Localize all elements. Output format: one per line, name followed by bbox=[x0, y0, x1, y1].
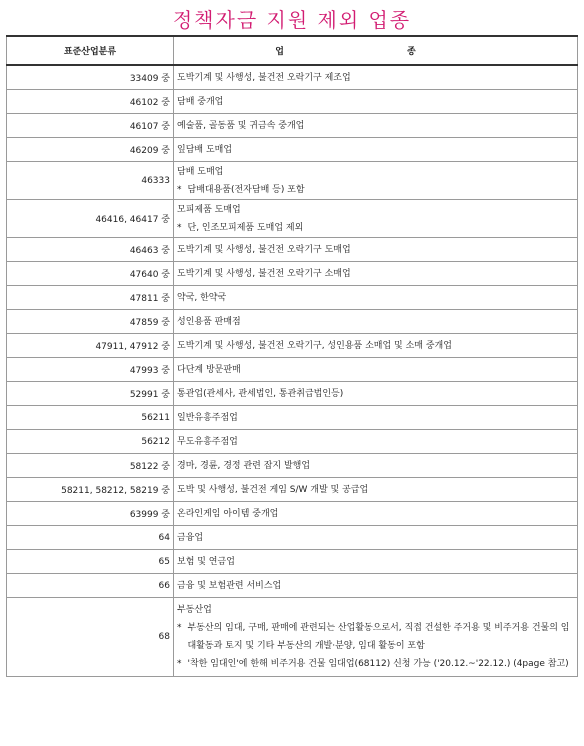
industry-desc bbox=[174, 502, 578, 526]
industry-code: 47911, 47912 중 bbox=[7, 334, 174, 358]
table-row bbox=[7, 358, 578, 382]
industry-code: 58122 중 bbox=[7, 454, 174, 478]
table-header-row bbox=[7, 36, 578, 65]
industry-code: 47993 중 bbox=[7, 358, 174, 382]
header-desc: 업 종 bbox=[174, 36, 578, 65]
industry-desc bbox=[174, 598, 578, 677]
industry-code: 64 bbox=[7, 526, 174, 550]
industry-desc bbox=[174, 65, 578, 90]
desc-line: 도박기계 및 사행성, 불건전 오락기구 소매업 bbox=[177, 268, 351, 279]
desc-line: 약국, 한약국 bbox=[177, 292, 227, 303]
table-row bbox=[7, 550, 578, 574]
excluded-industries-table bbox=[6, 35, 578, 677]
industry-code: 65 bbox=[7, 550, 174, 574]
industry-desc bbox=[174, 550, 578, 574]
desc-note bbox=[177, 219, 573, 237]
desc-line: 다단계 방문판매 bbox=[177, 364, 241, 375]
industry-desc bbox=[174, 574, 578, 598]
industry-desc bbox=[174, 200, 578, 238]
industry-code: 58211, 58212, 58219 중 bbox=[7, 478, 174, 502]
desc-line: 모피제품 도매업 bbox=[177, 204, 241, 215]
desc-line: 경마, 경륜, 경정 관련 잡지 발행업 bbox=[177, 460, 311, 471]
industry-desc bbox=[174, 90, 578, 114]
desc-line: 담배 중개업 bbox=[177, 96, 224, 107]
table-row bbox=[7, 90, 578, 114]
desc-note bbox=[177, 619, 573, 655]
desc-line: 온라인게임 아이템 중개업 bbox=[177, 508, 279, 519]
industry-desc bbox=[174, 114, 578, 138]
industry-desc bbox=[174, 478, 578, 502]
industry-code: 52991 중 bbox=[7, 382, 174, 406]
desc-line: 도박기계 및 사행성, 불건전 오락기구 제조업 bbox=[177, 72, 351, 83]
header-code: 표준산업분류 bbox=[7, 36, 174, 65]
desc-line: 금융 및 보험관련 서비스업 bbox=[177, 580, 282, 591]
desc-line: 금융업 bbox=[177, 532, 204, 543]
industry-code: 56212 bbox=[7, 430, 174, 454]
industry-code: 33409 중 bbox=[7, 65, 174, 90]
table-row bbox=[7, 382, 578, 406]
industry-code: 46107 중 bbox=[7, 114, 174, 138]
table-row bbox=[7, 238, 578, 262]
industry-code: 56211 bbox=[7, 406, 174, 430]
table-row bbox=[7, 138, 578, 162]
table-row bbox=[7, 162, 578, 200]
industry-code: 68 bbox=[7, 598, 174, 677]
note-text: 단, 인조모피제품 도매업 제외 bbox=[187, 222, 304, 233]
desc-line: 도박기계 및 사행성, 불건전 오락기구 도매업 bbox=[177, 244, 351, 255]
desc-line: 도박기계 및 사행성, 불건전 오락기구, 성인용품 소매업 및 소매 중개업 bbox=[177, 340, 452, 351]
table-row bbox=[7, 526, 578, 550]
industry-desc bbox=[174, 162, 578, 200]
table-row bbox=[7, 574, 578, 598]
desc-line: 도박 및 사행성, 불건전 게임 S/W 개발 및 공급업 bbox=[177, 484, 369, 495]
page-title: 정책자금 지원 제외 업종 bbox=[172, 8, 412, 32]
desc-line: 담배 도매업 bbox=[177, 166, 224, 177]
desc-line: 보험 및 연금업 bbox=[177, 556, 235, 567]
industry-code: 47640 중 bbox=[7, 262, 174, 286]
table-row bbox=[7, 65, 578, 90]
table-row bbox=[7, 334, 578, 358]
industry-code: 46463 중 bbox=[7, 238, 174, 262]
industry-code: 47811 중 bbox=[7, 286, 174, 310]
industry-desc bbox=[174, 238, 578, 262]
industry-code: 47859 중 bbox=[7, 310, 174, 334]
desc-line: 무도유흥주점업 bbox=[177, 436, 238, 447]
desc-line: 잎담배 도매업 bbox=[177, 144, 233, 155]
desc-line: 통관업(관세사, 관세법인, 통관취급법인등) bbox=[177, 388, 344, 399]
industry-code: 46102 중 bbox=[7, 90, 174, 114]
note-text: 담배대용품(전자담배 등) 포함 bbox=[187, 184, 305, 195]
industry-code: 46416, 46417 중 bbox=[7, 200, 174, 238]
industry-desc bbox=[174, 526, 578, 550]
industry-code: 46333 bbox=[7, 162, 174, 200]
industry-desc bbox=[174, 310, 578, 334]
table-row bbox=[7, 200, 578, 238]
bullet-mark: * bbox=[177, 184, 182, 195]
table-row bbox=[7, 310, 578, 334]
table-row bbox=[7, 430, 578, 454]
industry-desc bbox=[174, 358, 578, 382]
industry-desc bbox=[174, 262, 578, 286]
table-row bbox=[7, 478, 578, 502]
desc-line: 성인용품 판매점 bbox=[177, 316, 241, 327]
table-row bbox=[7, 286, 578, 310]
bullet-mark: * bbox=[177, 659, 182, 669]
table-row bbox=[7, 502, 578, 526]
table-row bbox=[7, 598, 578, 677]
industry-desc bbox=[174, 430, 578, 454]
industry-code: 46209 중 bbox=[7, 138, 174, 162]
table-row bbox=[7, 262, 578, 286]
bullet-mark: * bbox=[177, 222, 182, 233]
note-text: 부동산의 임대, 구매, 판매에 관련되는 산업활동으로서, 직접 건설한 주거용 및 비주거용 건물의 임대활동과 토지 및 기타 부동산의 개발·분양, 임대 활동이 포함 bbox=[187, 623, 570, 651]
industry-code: 63999 중 bbox=[7, 502, 174, 526]
table-row bbox=[7, 406, 578, 430]
bullet-mark: * bbox=[177, 623, 182, 633]
desc-line: 일반유흥주점업 bbox=[177, 412, 238, 423]
industry-desc bbox=[174, 454, 578, 478]
industry-desc bbox=[174, 334, 578, 358]
industry-desc bbox=[174, 406, 578, 430]
desc-line: 부동산업 bbox=[177, 605, 212, 615]
industry-desc bbox=[174, 286, 578, 310]
industry-desc bbox=[174, 382, 578, 406]
industry-desc bbox=[174, 138, 578, 162]
industry-code: 66 bbox=[7, 574, 174, 598]
desc-note bbox=[177, 181, 573, 199]
note-text: '착한 임대인'에 한해 비주거용 건물 임대업(68112) 신청 가능 ('20.12.~'22.12.) (4page 참고) bbox=[187, 659, 569, 669]
desc-line: 예술품, 골동품 및 귀금속 중개업 bbox=[177, 120, 305, 131]
table-row bbox=[7, 454, 578, 478]
table-row bbox=[7, 114, 578, 138]
desc-note bbox=[177, 655, 573, 673]
